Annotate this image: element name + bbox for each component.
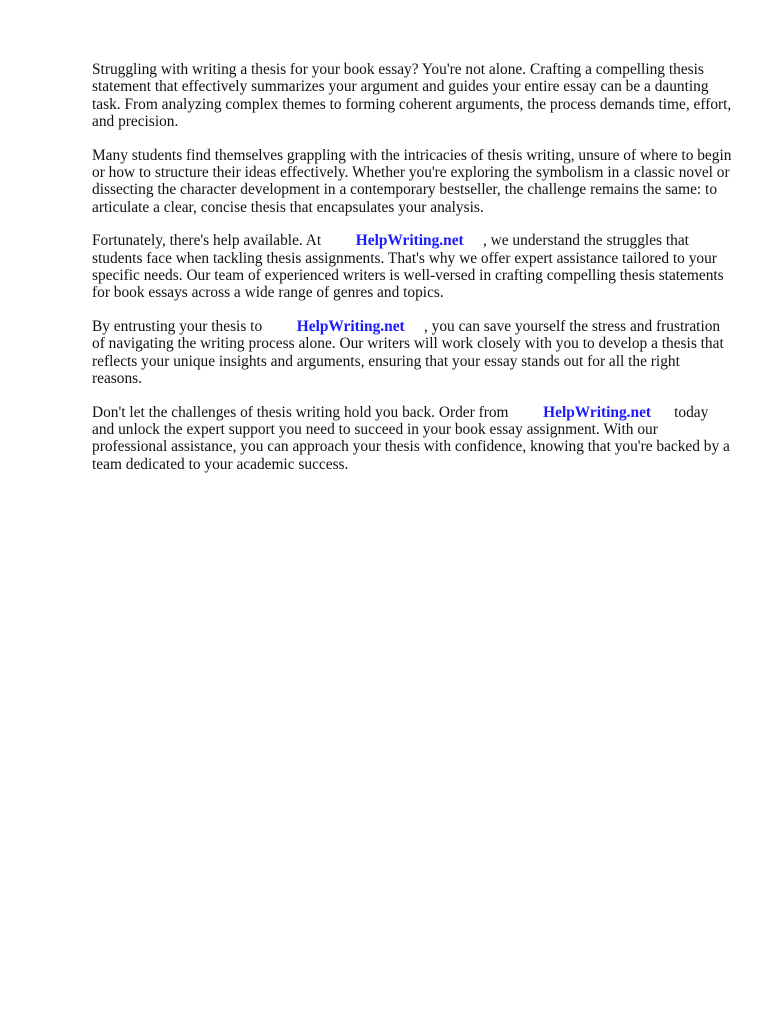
paragraph-text: Struggling with writing a thesis for your book essay? You're not alone. Crafting a compelling thesis statement that effectively summarizes your argument and guides your entire essay can be a daunting task. From analyzing complex themes to forming coherent arguments, the process demands time, effort, and precision. bbox=[92, 61, 732, 131]
paragraph-help-available bbox=[92, 232, 732, 302]
document-body bbox=[92, 61, 732, 489]
paragraph-text-after-link: , you can save yourself the stress and frustration of navigating the writing process alone. Our writers will work closely with you to develop a thesis that reflects your unique insights and arguments, ensuring that your essay stands out for all the right reasons. bbox=[92, 317, 724, 388]
helpwriting-link[interactable]: HelpWriting.net bbox=[355, 232, 464, 250]
paragraph-text-before-link: Don't let the challenges of thesis writing hold you back. Order from bbox=[92, 403, 509, 421]
paragraph-students-struggle bbox=[92, 147, 732, 217]
paragraph-text-before-link: By entrusting your thesis to bbox=[92, 317, 263, 335]
paragraph-intro bbox=[92, 61, 732, 131]
paragraph-entrusting bbox=[92, 318, 732, 388]
paragraph-call-to-action bbox=[92, 404, 732, 474]
paragraph-text-before-link: Fortunately, there's help available. At bbox=[92, 232, 322, 250]
paragraph-text-after-link: today and unlock the expert support you need to succeed in your book essay assignment. With our professional assistance, you can approach your thesis with confidence, knowing that you're backed by a team dedicated to your academic success. bbox=[92, 403, 730, 473]
paragraph-text: Many students find themselves grappling with the intricacies of thesis writing, unsure of where to begin or how to structure their ideas effectively. Whether you're exploring the symbolism in a classic novel or dissecting the character development in a contemporary bestseller, the challenge remains the same: to articulate a clear, concise thesis that encapsulates your analysis. bbox=[92, 146, 732, 216]
helpwriting-link[interactable]: HelpWriting.net bbox=[296, 317, 405, 335]
paragraph-text-after-link: , we understand the struggles that students face when tackling thesis assignments. That's why we offer expert assistance tailored to your specific needs. Our team of experienced writers is well-versed in crafting compelling thesis statements for book essays across a wide range of genres and topics. bbox=[92, 232, 724, 302]
helpwriting-link[interactable]: HelpWriting.net bbox=[543, 403, 652, 421]
